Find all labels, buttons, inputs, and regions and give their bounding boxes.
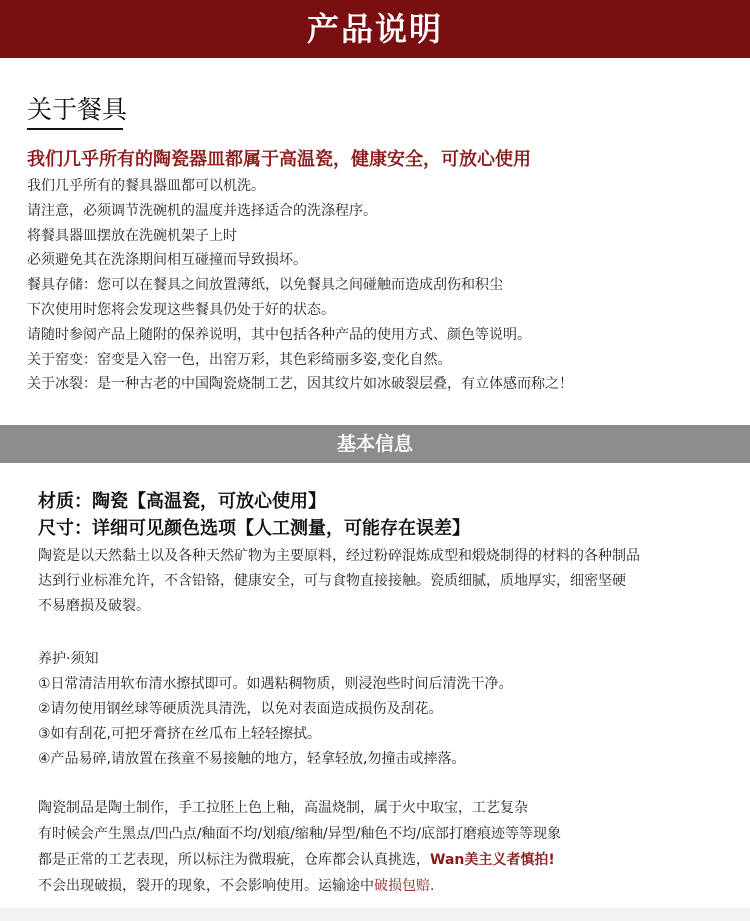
material-line: 材质：陶瓷【高温瓷，可放心使用】 bbox=[38, 491, 326, 512]
notes-line: 陶瓷制品是陶土制作，手工拉胚上色上釉，高温烧制，属于火中取宝，工艺复杂 bbox=[38, 800, 528, 816]
about-line: 请随时参阅产品上随附的保养说明，其中包括各种产品的使用方式、颜色等说明。 bbox=[27, 326, 531, 343]
notes-line-text: 都是正常的工艺表现，所以标注为微瑕疵，仓库都会认真挑选， bbox=[38, 852, 430, 868]
notes-line-text: 不会出现破损，裂开的现象，不会影响使用。运输途中 bbox=[38, 878, 374, 894]
care-title: 养护·须知 bbox=[38, 651, 99, 667]
care-line: ①日常清洁用软布清水擦拭即可。如遇粘稠物质，则浸泡些时间后清洗干净。 bbox=[38, 676, 513, 692]
care-line: ④产品易碎,请放置在孩童不易接触的地方，轻拿轻放,勿撞击或摔落。 bbox=[38, 751, 466, 767]
about-line: 关于冰裂：是一种古老的中国陶瓷烧制工艺，因其纹片如冰破裂层叠，有立体感而称之！ bbox=[27, 376, 573, 393]
perfectionist-warning: Wan美主义者慎拍! bbox=[430, 852, 555, 868]
ceramic-description bbox=[38, 544, 728, 619]
notes-line bbox=[38, 873, 728, 899]
care-line: ②请勿使用钢丝球等硬质洗具清洗，以免对表面造成损伤及刮花。 bbox=[38, 701, 443, 717]
section-title-about: 关于餐具 bbox=[27, 95, 128, 124]
about-line: 请注意，必须调节洗碗机的温度并选择适合的洗涤程序。 bbox=[27, 202, 377, 219]
about-line: 将餐具器皿摆放在洗碗机架子上时 bbox=[27, 227, 237, 244]
section-title-underline bbox=[27, 128, 123, 130]
basic-info-band: 基本信息 bbox=[0, 425, 750, 463]
safety-headline: 我们几乎所有的陶瓷器皿都属于高温瓷，健康安全，可放心使用 bbox=[27, 149, 531, 170]
basic-info-block bbox=[38, 488, 728, 619]
description-line: 陶瓷是以天然黏土以及各种天然矿物为主要原料，经过粉碎混炼成型和煅烧制得的材料的各种制品 bbox=[38, 548, 640, 564]
description-line: 不易磨损及破裂。 bbox=[38, 598, 150, 614]
about-line: 必须避免其在洗涤期间相互碰撞而导致损坏。 bbox=[27, 252, 307, 269]
notes-line: 有时候会产生黑点/凹凸点/釉面不均/划痕/缩釉/异型/釉色不均/底部打磨痕迹等等现象 bbox=[38, 826, 562, 842]
page-banner: 产品说明 bbox=[0, 0, 750, 58]
about-line: 我们几乎所有的餐具器皿都可以机洗。 bbox=[27, 178, 265, 194]
about-text-block bbox=[27, 174, 727, 397]
bottom-strip bbox=[0, 908, 750, 921]
defect-notes bbox=[38, 795, 728, 899]
care-instructions bbox=[38, 647, 728, 772]
about-line: 下次使用时您将会发现这些餐具仍处于好的状态。 bbox=[27, 301, 335, 318]
damage-guarantee: 破损包赔. bbox=[374, 878, 435, 894]
size-line: 尺寸：详细可见颜色选项【人工测量，可能存在误差】 bbox=[38, 518, 470, 539]
notes-line bbox=[38, 847, 728, 873]
about-line: 餐具存储：您可以在餐具之间放置薄纸，以免餐具之间碰触而造成刮伤和积尘 bbox=[27, 277, 503, 294]
about-line: 关于窑变：窑变是入窑一色，出窑万彩，其色彩绮丽多姿,变化自然。 bbox=[27, 351, 452, 368]
care-line: ③如有刮花,可把牙膏挤在丝瓜布上轻轻擦拭。 bbox=[38, 726, 321, 742]
description-line: 达到行业标准允许，不含铅铬，健康安全，可与食物直接接触。瓷质细腻，质地厚实，细密坚硬 bbox=[38, 573, 626, 589]
